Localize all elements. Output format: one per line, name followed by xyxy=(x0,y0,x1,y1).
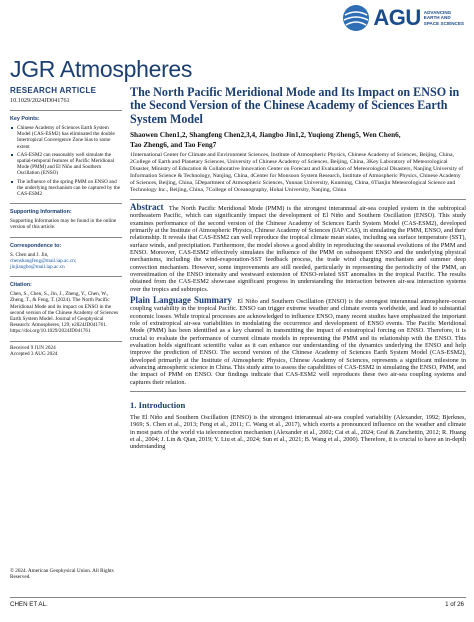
agu-logo[interactable] xyxy=(341,3,464,33)
plain-language-label: Plain Language Summary xyxy=(130,294,233,305)
journal-name: JGR Atmospheres xyxy=(10,56,193,82)
key-point: Chinese Academy of Sciences Earth System Model (CAS-ESM2) has eliminated the double Intertropical Convergence Zone bias to some extent xyxy=(10,125,122,150)
doi[interactable]: 10.1029/2024JD041761 xyxy=(10,97,70,104)
copyright: © 2024. American Geophysical Union. All Rights Reserved. xyxy=(10,568,114,581)
plain-language-summary xyxy=(130,294,467,386)
divider xyxy=(10,110,122,111)
citation-heading: Citation: xyxy=(10,282,32,289)
introduction-heading: 1. Introduction xyxy=(130,400,186,411)
plain-language-text: El Niño and Southern Oscillation (ENSO) is the strongest interannual atmosphere-ocean coupling variability in the tropical Pacific. ENSO can trigger extreme weather and climate events worldwide, and lead to substantial economic losses. While tropical processes are acknowledged to influence ENSO, many recent studies have emphasized the important role of extratropical air-sea variabilities in modulating the occurrence and development of ENSO events. The Pacific Meridional Mode (PMM) has been identified as a key channel in transmitting the impact of extratropical forcing on ENSO. Therefore, it is crucial to evaluate the performance of current climate models in representing the PMM and its relationship with the ENSO. This evaluation holds significant scientific value as it can enhance our understanding of the dynamics underlying the ENSO and help improve the prediction of ENSO. The second version of the Chinese Academy of Sciences Earth System Model (CAS-ESM2), developed primarily at the Institute of Atmospheric Physics, Chinese Academy of Sciences, represents a significant milestone in advancing atmospheric science in China. This study aims to assess the capabilities of CAS-ESM2 in simulating the ENSO, PMM, and the impact of PMM on ENSO. Our findings indicate that CAS-ESM2 well reproduces these two air-sea coupling systems and captures their relation. xyxy=(130,297,467,386)
globe-icon xyxy=(341,3,371,33)
key-point: The influence of the spring PMM on ENSO and the underlying mechanism can be captured by the CAS-ESM2 xyxy=(10,179,122,198)
abstract-text: The North Pacific Meridional Mode (PMM) is the strongest interannual air-sea coupled system in the subtropical northeastern Pacific, which can significantly impact the development of El Niño and Southern Oscillation (ENSO). This study examines performance of the second version of the Chinese Academy of Sciences Earth System Model (CAS-ESM2), developed primarily at the Institute of Atmospheric Physics, Chinese Academy of Sciences (IAP/CAS), in simulating the PMM, ENSO, and their relationship. It reveals that CAS-ESM2 can well reproduce the tropical climate mean states, including sea surface temperature (SST), surface winds, and precipitation. Furthermore, the model shows a good ability in reproducing the seasonal evolutions of the PMM and ENSO. Moreover, CAS-ESM2 effectively simulates the influence of the PMM on subsequent ENSO and the underlying physical mechanisms, including the wind-evaporation-SST feedback process, the trade wind charging mechanism and summer deep convection mechanism. However, some improvements are still needed, particularly in representing the periodicity of the PMM, an overestimation of the ENSO intensity and westward extension of ENSO-related SST anomalies in the tropical Pacific. The results obtained from the CAS-ESM2 showcase significant progress in understanding the interaction between air-sea interaction systems over the tropics and subtropics. xyxy=(130,204,467,293)
footer-divider xyxy=(10,597,466,598)
divider xyxy=(10,341,122,342)
divider xyxy=(130,199,466,200)
correspondence-email-1[interactable]: chenshangfeng@mail.iap.ac.cn; xyxy=(10,257,77,264)
affiliations: 1International Center for Climate and Environment Sciences, Institute of Atmospheric Physics, Chinese Academy of Sciences, Beijing, China, 2College of Earth and Planetary Sciences, University of Chinese Academy of Sciences, Beijing, China, 3Key Laboratory of Meteorological Disaster, Ministry of Education & Collaborative Innovation Center on Forecast and Evaluation of Meteorological Disasters, Nanjing University of Information Science & Technology, Nanjing, China, 4Center for Monsoon System Research, Institute of Atmospheric Physics, Chinese Academy of Sciences, Beijing, China, 5Department of Atmospheric Sciences, Yunnan University, Kunming, China, 6Tianjin Meteorological Science and Technology Inc., Beijing, China, 7College of Oceanography, Hohai University, Nanjing, China xyxy=(130,152,464,193)
author-list xyxy=(130,130,466,149)
page-number: 1 of 26 xyxy=(445,601,464,608)
citation-text: Chen, S., Chen, S., Jin, J., Zheng, Y., Chen, W., Zheng, T., & Feng, T. (2024). The North Pacific Meridional Mode and its impact on ENSO in the second version of the Chinese Academy of Sciences Earth System Model. Journal of Geophysical Research: Atmospheres, 129, e2024JD041761. https://doi.org/10.1029/2024JD041761 xyxy=(10,291,119,335)
agu-logo-text: AGU xyxy=(373,5,421,30)
supporting-info-heading: Supporting Information: xyxy=(10,209,72,216)
correspondence-names: S. Chen and J. Jin, xyxy=(10,251,49,258)
key-points-heading: Key Points: xyxy=(10,116,40,122)
abstract xyxy=(130,201,467,293)
received-date: Received 9 JUN 2024 xyxy=(10,344,56,351)
publisher-header xyxy=(0,0,474,50)
key-point: CAS-ESM2 can reasonably well simulate the spatial-temporal features of Pacific Meridional Mode (PMM) and El Niño and Southern Oscillation (ENSO) xyxy=(10,152,122,177)
authors-line-2: Tao Zheng6, and Tao Feng7 xyxy=(130,139,217,149)
footer-authors: CHEN ET AL. xyxy=(10,601,48,608)
sidebar xyxy=(10,86,122,357)
divider xyxy=(130,391,466,392)
article-title: The North Pacific Meridional Mode and Its Impact on ENSO in the Second Version of the Chinese Academy of Sciences Earth System Model xyxy=(130,85,460,126)
divider xyxy=(10,276,122,277)
correspondence-heading: Correspondence to: xyxy=(10,242,62,249)
authors-line-1: Shaowen Chen1,2, Shangfeng Chen2,3,4, Jiangbo Jin1,2, Yuqiong Zheng5, Wen Chen6, xyxy=(130,130,401,140)
divider xyxy=(10,203,122,204)
correspondence-email-2[interactable]: jinjiangbo@mail.iap.ac.cn xyxy=(10,264,65,271)
article-type: RESEARCH ARTICLE xyxy=(10,86,97,95)
abstract-label: Abstract xyxy=(130,201,164,212)
supporting-info-text: Supporting Information may be found in the online version of this article. xyxy=(10,218,117,231)
accepted-date: Accepted 3 AUG 2024 xyxy=(10,350,58,357)
divider xyxy=(10,237,122,238)
agu-tagline: ADVANCING EARTH AND SPACE SCIENCES xyxy=(423,10,464,26)
key-points-list xyxy=(10,125,122,197)
introduction-text: The El Niño and Southern Oscillation (ENSO) is the strongest interannual air-sea coupled variability (Alexander, 1992; Bjerknes, 1969; S. Chen et al., 2013; Feng et al., 2011; C. Wang et al., 2017), which exerts a pronounced influence on the weather and climate in most parts of the world via teleconnection mechanism (Alexander et al., 2002; Cai et al., 2024; Graf & Zanchettin, 2012; R. Huang et al., 2004; J. Lin & Qian, 2019; Y. Liu et al., 2024; Sun et al., 2021; B. Wang et al., 2000). Therefore, it is crucial to have an in-depth understanding xyxy=(130,414,466,451)
main-column xyxy=(130,86,466,451)
